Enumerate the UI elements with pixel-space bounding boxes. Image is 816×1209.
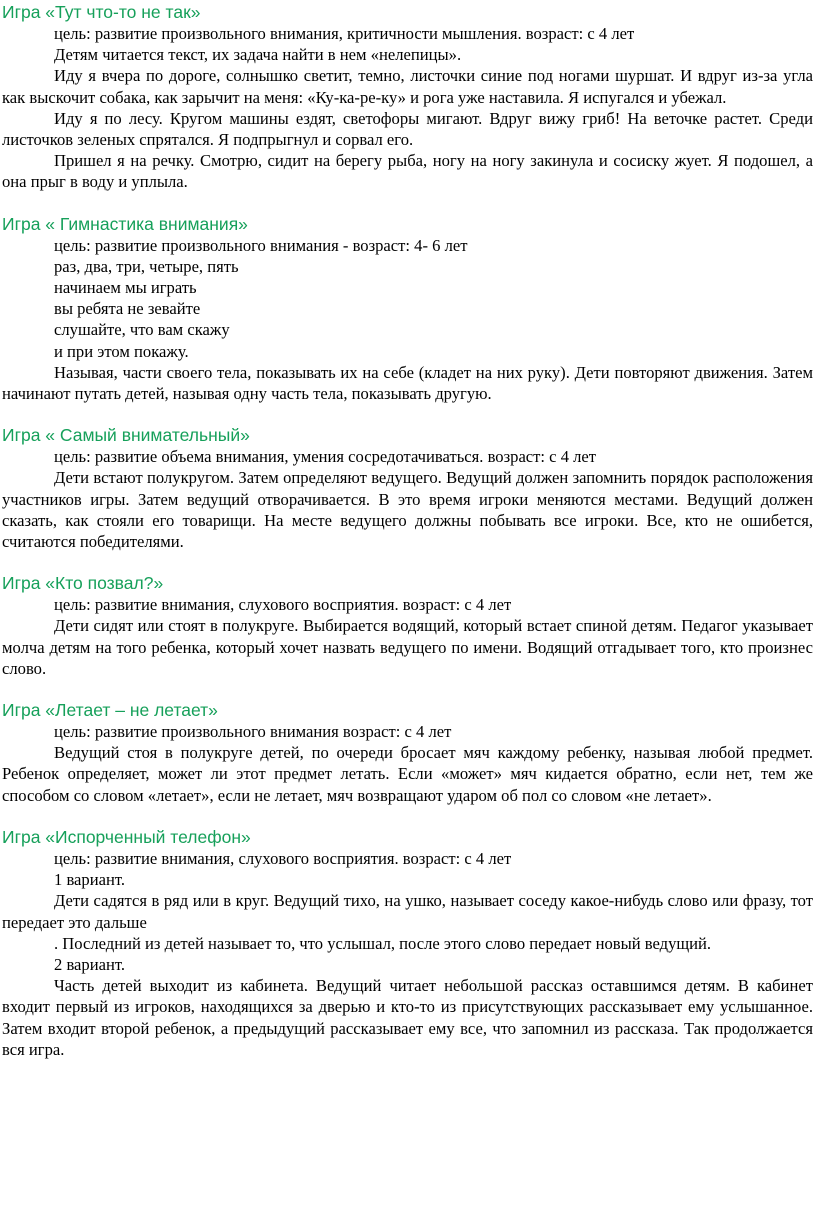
- game-text-line: Иду я вчера по дороге, солнышко светит, темно, листочки синие под ногами шуршат. И вдруг из-за угла как выскочит собака, как зарычит на меня: «Ку-ка-ре-ку» и рога уже наставила. Я испугался и убежал.: [2, 66, 813, 107]
- game-text-line: Называя, части своего тела, показывать их на себе (кладет на них руку). Дети повторяют движения. Затем начинают путать детей, называя одну часть тела, показывать другую.: [2, 362, 813, 404]
- game-title: Игра « Самый внимательный»: [2, 425, 250, 446]
- game-text-line: начинаем мы играть: [54, 278, 197, 298]
- game-section: [2, 214, 813, 405]
- game-section: [2, 425, 813, 552]
- game-goal: цель: развитие произвольного внимания возраст: с 4 лет: [54, 722, 452, 742]
- game-section: [2, 827, 813, 1060]
- game-goal: цель: развитие произвольного внимания, критичности мышления. возраст: с 4 лет: [54, 24, 635, 43]
- game-section: [2, 573, 813, 679]
- game-text-line: 2 вариант.: [54, 954, 126, 974]
- game-text-line: слушайте, что вам скажу: [54, 320, 230, 340]
- game-text-line: . Последний из детей называет то, что услышал, после этого слово передает новый ведущий.: [54, 933, 712, 953]
- game-text-line: и при этом покажу.: [54, 341, 189, 361]
- game-text-line: Ведущий стоя в полукруге детей, по очереди бросает мяч каждому ребенку, называя любой предмет. Ребенок определяет, может ли этот предмет летать. Если «может» мяч кидается обратно, если нет, тем же способом со словом «летает», если не летает, мяч возвращают ударом об пол со словом «не летает».: [2, 743, 813, 805]
- game-title: Игра «Кто позвал?»: [2, 573, 164, 594]
- game-section: [2, 700, 813, 806]
- game-title: Игра «Летает – не летает»: [2, 700, 218, 721]
- game-goal: цель: развитие внимания, слухового восприятия. возраст: с 4 лет: [54, 848, 512, 868]
- game-section: [2, 2, 813, 193]
- game-text-line: вы ребята не зевайте: [54, 299, 201, 319]
- game-goal: цель: развитие объема внимания, умения сосредотачиваться. возраст: с 4 лет: [54, 447, 597, 467]
- game-text-line: раз, два, три, четыре, пять: [54, 256, 239, 276]
- game-goal: цель: развитие произвольного внимания - возраст: 4- 6 лет: [54, 235, 468, 255]
- game-title: Игра « Гимнастика внимания»: [2, 213, 248, 234]
- game-text-line: Иду я по лесу. Кругом машины ездят, светофоры мигают. Вдруг вижу гриб! На веточке растет. Среди листочков зеленых спрятался. Я подпрыгнул и сорвал его.: [2, 108, 813, 150]
- game-text-line: Пришел я на речку. Смотрю, сидит на берегу рыба, ногу на ногу закинула и сосиску жует. Я подошел, а она прыг в воду и уплыла.: [2, 151, 813, 192]
- game-text-line: 1 вариант.: [54, 870, 126, 890]
- game-title: Игра «Тут что-то не так»: [2, 2, 201, 22]
- game-goal: цель: развитие внимания, слухового восприятия. возраст: с 4 лет: [54, 595, 512, 615]
- game-text-line: Дети садятся в ряд или в круг. Ведущий тихо, на ушко, называет соседу какое-нибудь слово или фразу, тот передает это дальше: [2, 891, 813, 932]
- game-text-line: Часть детей выходит из кабинета. Ведущий читает небольшой рассказ оставшимся детям. В кабинет входит первый из игроков, находящихся за дверью и кто-то из присутствующих рассказывает ему услышанное. Затем входит второй ребенок, а предыдущий рассказывает ему все, что запомнил из рассказа. Так продолжается вся игра.: [2, 976, 813, 1059]
- game-title: Игра «Испорченный телефон»: [2, 826, 251, 847]
- game-text-line: Детям читается текст, их задача найти в нем «нелепицы».: [54, 45, 462, 65]
- game-text-line: Дети сидят или стоят в полукруге. Выбирается водящий, который встает спиной детям. Педагог указывает молча детям на того ребенка, который хочет назвать ведущего по имени. Водящий отгадывает того, кто произнес слово.: [2, 616, 813, 678]
- game-text-line: Дети встают полукругом. Затем определяют ведущего. Ведущий должен запомнить порядок расположения участников игры. Затем ведущий отворачивается. В это время игроки меняются местами. Ведущий должен сказать, как стояли его товарищи. На месте ведущего должны побывать все игроки. Все, кто не ошибется, считаются победителями.: [2, 468, 813, 552]
